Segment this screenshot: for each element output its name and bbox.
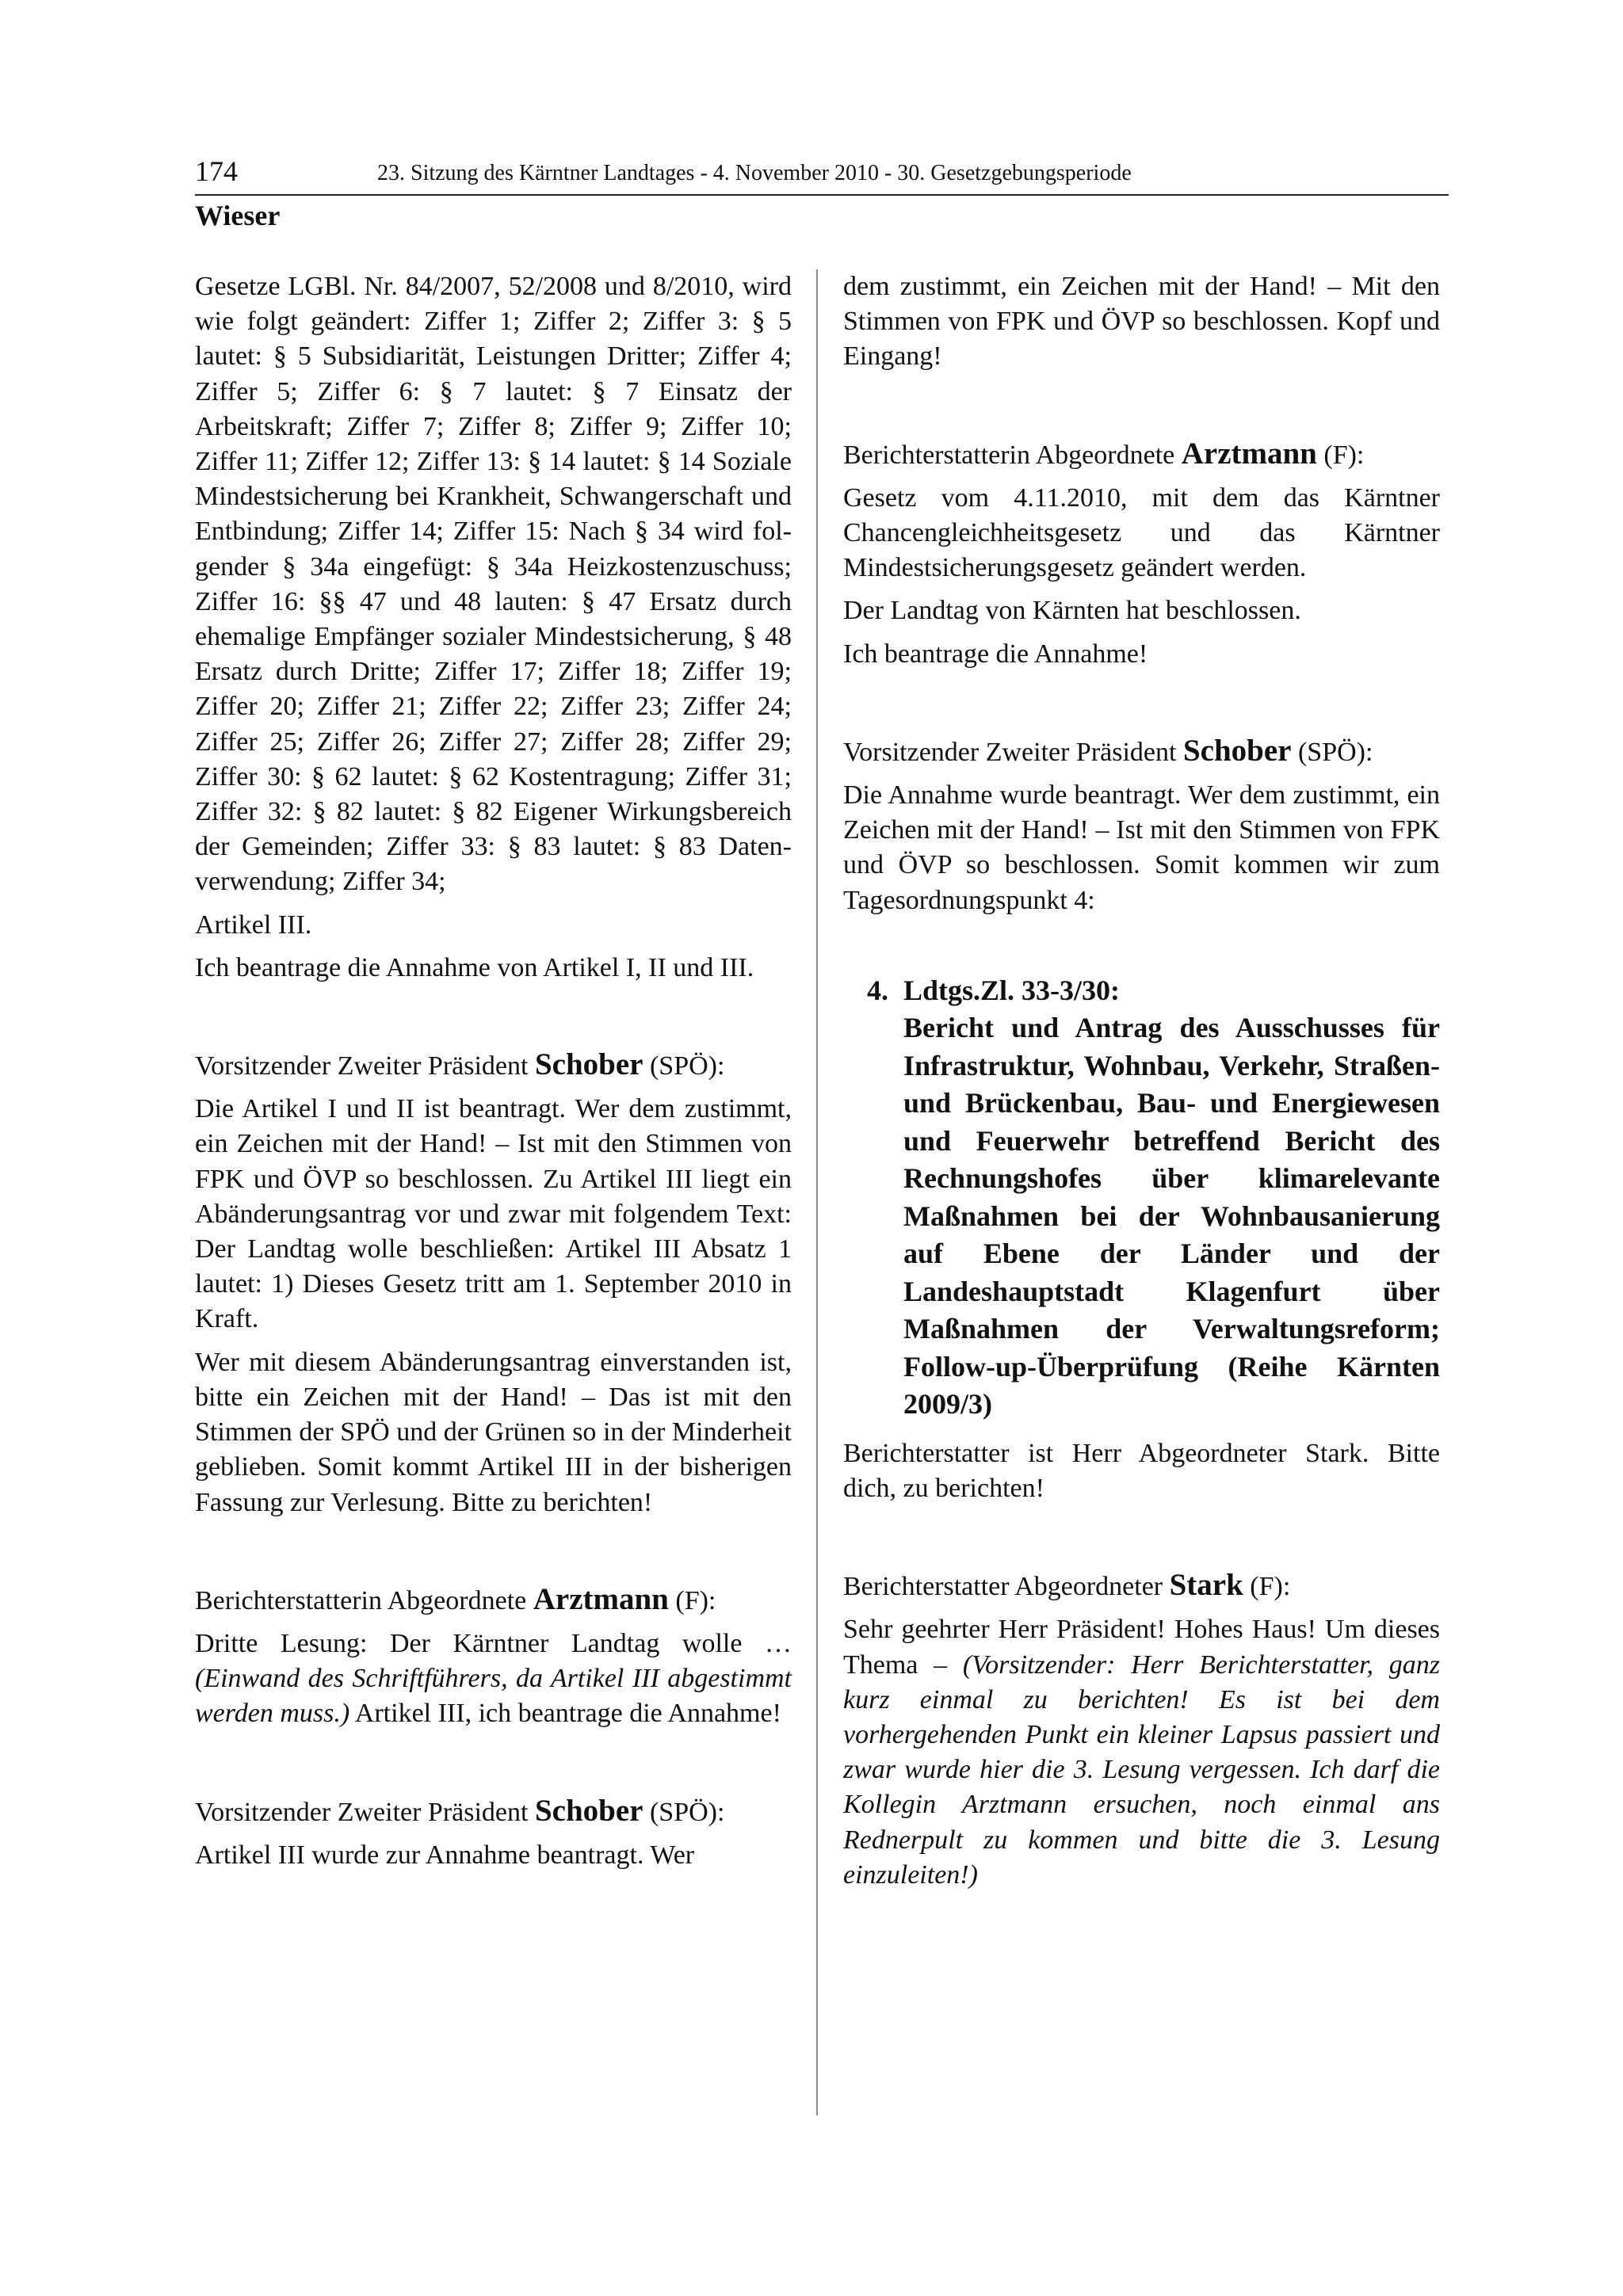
speaker-role: Berichterstatterin Abgeordnete: [843, 440, 1182, 470]
paragraph: Ich beantrage die Annahme von Artikel I, II und III.: [195, 952, 754, 982]
speaker-name: Schober: [1182, 733, 1292, 768]
paragraph: Die Artikel I und II ist beantragt. Wer dem zustimmt, ein Zeichen mit der Hand! – Ist mit den Stimmen von FPK und ÖVP so beschlossen. Zu Artikel III liegt ein Abänderungsantrag vor und zwar mit folgendem Text: Der Landtag wolle beschließen: Artikel III Absatz 1 lautet: 1) Dieses Gesetz tritt am 1. September 2010 in Kraft.: [195, 1094, 792, 1334]
paragraph: Artikel III.: [195, 910, 312, 940]
running-title: 23. Sitzung des Kärntner Landtages - 4. November 2010 - 30. Gesetzgebungsperiode: [377, 161, 1132, 185]
speaker-party: (SPÖ):: [1291, 737, 1373, 767]
speaker-role: Vorsitzender Zweiter Präsident: [195, 1051, 535, 1081]
agenda-number: 4.: [867, 974, 888, 1006]
paragraph: dem zustimmt, ein Zeichen mit der Hand! – Mit den Stimmen von FPK und ÖVP so beschlossen. Kopf und Eingang!: [843, 272, 1440, 372]
speaker-party: (SPÖ):: [643, 1797, 725, 1827]
speaker-party: (F):: [1316, 440, 1365, 470]
paragraph-text: Dritte Lesung: Der Kärntner Landtag wolle …: [195, 1628, 792, 1658]
speaker-party: (F):: [1243, 1572, 1291, 1602]
paragraph: Gesetz vom 4.11.2010, mit dem das Kärntner Chancengleichheitsgesetz und das Kärntner Mindestsicherungsgesetz geändert werden.: [843, 482, 1440, 583]
speaker-party: (F):: [668, 1585, 716, 1615]
speaker-line: [195, 1582, 792, 1619]
speaker-line: [195, 1047, 792, 1084]
speaker-name: Stark: [1169, 1568, 1243, 1603]
left-column: [195, 269, 792, 1881]
speaker-party: (SPÖ):: [643, 1051, 725, 1081]
paragraph-text: Artikel III, ich beantrage die Annahme!: [349, 1699, 781, 1729]
right-column: [843, 269, 1440, 1901]
speaker-line: [195, 1794, 792, 1830]
speaker-role: Berichterstatterin Abgeordnete: [195, 1585, 533, 1615]
speaker-line: [843, 734, 1440, 770]
paragraph: [195, 1627, 792, 1732]
agenda-reference: Ldtgs.Zl. 33-3/30:: [903, 974, 1121, 1006]
speaker-role: Berichterstatter Abgeordneter: [843, 1572, 1170, 1602]
paragraph: Ich beantrage die Annahme!: [843, 639, 1148, 669]
agenda-item: [843, 972, 1440, 1424]
speaker-role: Vorsitzender Zweiter Präsident: [843, 737, 1183, 767]
speaker-role: Vorsitzender Zweiter Präsident: [195, 1797, 535, 1827]
paragraph: Berichterstatter ist Herr Abgeordneter Stark. Bitte dich, zu berichten!: [843, 1438, 1440, 1504]
column-divider: [816, 269, 818, 2115]
paragraph: Artikel III wurde zur Annahme beantragt. Wer: [195, 1840, 695, 1870]
page-number: 174: [195, 155, 238, 187]
speaker-name: Schober: [534, 1047, 643, 1082]
paragraph: Die Annahme wurde beantragt. Wer dem zustimmt, ein Zeichen mit der Hand! – Ist mit den Stimmen von FPK und ÖVP so beschlossen. Somit kommen wir zum Tagesordnungspunkt 4:: [843, 780, 1440, 915]
paragraph: Gesetze LGBl. Nr. 84/2007, 52/2008 und 8/2010, wird wie folgt geändert: Ziffer 1; Ziffer 2; Ziffer 3: § 5 lautet: § 5 Subsidiarität, Leistungen Dritter; Ziffer 4; Ziffer 5; Ziffer 6: § 7 lautet: § 7 Einsatz der Arbeitskraft; Ziffer 7; Ziffer 8; Ziffer 9; Ziffer 10; Ziffer 11; Ziffer 12; Ziffer 13: § 14 lautet: § 14 Soziale Mindestsicherung bei Krankheit, Schwangerschaft und Entbindung; Ziffer 14; Ziffer 15: Nach § 34 wird folgender § 34a eingefügt: § 34a Heizkostenzuschuss; Ziffer 16: §§ 47 und 48 lauten: § 47 Ersatz durch ehemalige Empfänger sozialer Mindestsicherung, § 48 Ersatz durch Dritte; Ziffer 17; Ziffer 18; Ziffer 19; Ziffer 20; Ziffer 21; Ziffer 22; Ziffer 23; Ziffer 24; Ziffer 25; Ziffer 26; Ziffer 27; Ziffer 28; Ziffer 29; Ziffer 30: § 62 lautet: § 62 Kostentragung; Ziffer 31; Ziffer 32: § 82 lautet: § 82 Eigener Wirkungsbereich der Gemeinden; Ziffer 33: § 83 lautet: § 83 Datenverwendung; Ziffer 34;: [195, 272, 792, 897]
speaker-name: Schober: [534, 1793, 643, 1828]
agenda-title: Bericht und Antrag des Ausschusses für Infrastruktur, Wohnbau, Verkehr, Straßen- und Brückenbau, Bau- und Energiewesen und Feuerwehr betreffend Bericht des Rechnungshofes über klimarelevante Maßnahmen bei der Wohnbausanierung auf Ebene der Länder und der Landeshauptstadt Klagenfurt über Maßnahmen der Verwaltungsreform; Follow-up-Überprüfung (Reihe Kärnten 2009/3): [903, 1012, 1440, 1421]
speaker-line: [843, 1568, 1440, 1604]
interjection: (Vorsitzender: Herr Berichterstatter, ganz kurz einmal zu berichten! Es ist bei dem vorhergehenden Punkt ein kleiner Lapsus passiert und zwar wurde hier die 3. Lesung vergessen. Ich darf die Kollegin Arztmann ersuchen, noch einmal ans Rednerpult zu kommen und bitte die 3. Lesung einzuleiten!): [843, 1650, 1440, 1890]
speaker-name: Arztmann: [1181, 436, 1317, 471]
paragraph: Der Landtag von Kärnten hat beschlossen.: [843, 596, 1301, 626]
paragraph: Wer mit diesem Abänderungsantrag einverstanden ist, bitte ein Zeichen mit der Hand! – Das ist mit den Stimmen der SPÖ und der Grünen so in der Minderheit geblieben. Somit kommt Artikel III in der bisherigen Fassung zur Verlesung. Bitte zu berichten!: [195, 1347, 792, 1517]
paragraph: [843, 1612, 1440, 1893]
page-header: [195, 153, 1449, 196]
interjection: (Einwand des Schriftführers, da Artikel III abgestimmt werden muss.): [195, 1664, 792, 1729]
current-speaker-name: Wieser: [195, 200, 281, 231]
speaker-name: Arztmann: [533, 1581, 669, 1616]
speaker-line: [843, 437, 1440, 473]
paragraph-text: Sehr geehrter Herr Präsident! Hohes Haus! Um dieses Thema –: [843, 1615, 1440, 1680]
